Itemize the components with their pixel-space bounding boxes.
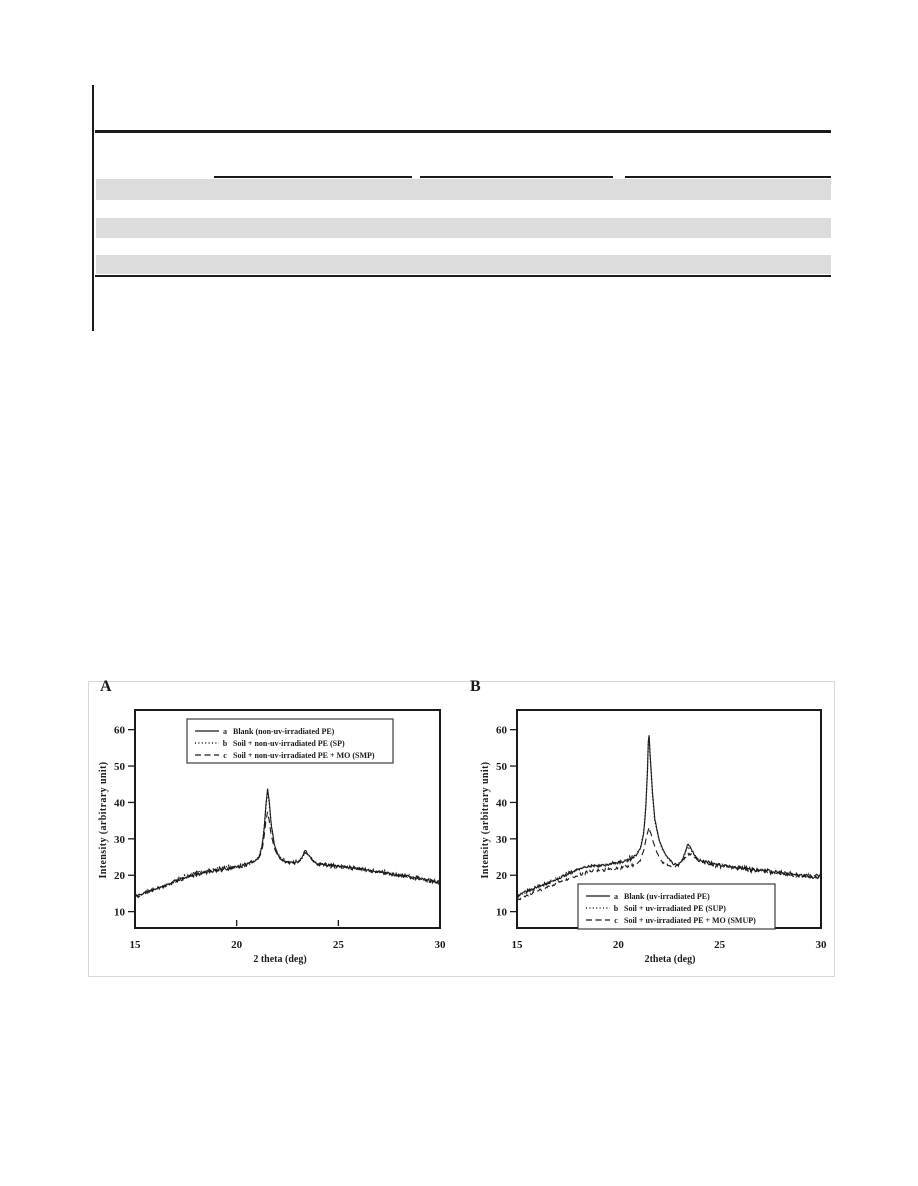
curve-a <box>517 735 821 897</box>
y-tick-label: 20 <box>114 870 125 883</box>
y-tick-label: 50 <box>114 761 125 774</box>
y-tick-label: 30 <box>114 833 125 846</box>
legend-label: Soil + non-uv-irradiated PE + MO (SMP) <box>233 751 375 760</box>
legend-label: Blank (non-uv-irradiated PE) <box>233 727 335 736</box>
table-column-rule-2 <box>420 176 613 178</box>
panel-label-a: A <box>100 678 112 695</box>
x-tick-label: 30 <box>815 939 827 951</box>
y-tick-label: 60 <box>114 724 125 737</box>
y-tick-label: 10 <box>496 906 507 919</box>
curve-c <box>135 812 440 897</box>
legend-key: c <box>223 751 227 760</box>
x-axis-title-b: 2theta (deg) <box>644 954 696 965</box>
table-shaded-row-3 <box>96 255 831 274</box>
y-tick-label: 40 <box>114 797 125 810</box>
legend-key: b <box>222 739 228 748</box>
legend-key: a <box>614 892 618 901</box>
legend-key: c <box>614 916 618 925</box>
panel-label-b: B <box>470 678 481 695</box>
table-top-rule <box>95 130 831 133</box>
x-tick-label: 30 <box>434 939 446 951</box>
table-shaded-row-2 <box>96 218 831 238</box>
table-shaded-row-1 <box>96 179 831 200</box>
x-tick-label: 15 <box>129 939 141 951</box>
y-axis-title-b: Intensity (arbitrary unit) <box>480 761 491 879</box>
legend-label: Soil + non-uv-irradiated PE (SP) <box>233 739 345 748</box>
table-column-rule-1 <box>214 176 412 178</box>
y-tick-label: 50 <box>496 761 507 774</box>
table-bottom-rule <box>95 275 831 277</box>
x-tick-label: 25 <box>714 939 726 951</box>
chart-panel-a <box>85 676 465 976</box>
x-tick-label: 20 <box>231 939 243 951</box>
x-tick-label: 20 <box>612 939 624 951</box>
legend-label: Soil + uv-irradiated PE + MO (SMUP) <box>624 916 756 925</box>
x-axis-title-a: 2 theta (deg) <box>253 954 307 965</box>
y-axis-title-a: Intensity (arbitrary unit) <box>98 761 109 879</box>
y-tick-label: 20 <box>496 870 507 883</box>
x-tick-label: 15 <box>511 939 523 951</box>
chart-panel-b <box>455 676 835 976</box>
legend-label: Blank (uv-irradiated PE) <box>624 892 710 901</box>
legend-key: a <box>223 727 227 736</box>
y-tick-label: 10 <box>114 906 125 919</box>
legend-label: Soil + uv-irradiated PE (SUP) <box>624 904 726 913</box>
y-tick-label: 30 <box>496 833 507 846</box>
margin-vertical-rule <box>92 85 94 331</box>
curve-b <box>135 793 440 899</box>
y-tick-label: 60 <box>496 724 507 737</box>
y-tick-label: 40 <box>496 797 507 810</box>
legend-key: b <box>613 904 619 913</box>
x-tick-label: 25 <box>332 939 344 951</box>
table-column-rule-3 <box>625 176 831 178</box>
